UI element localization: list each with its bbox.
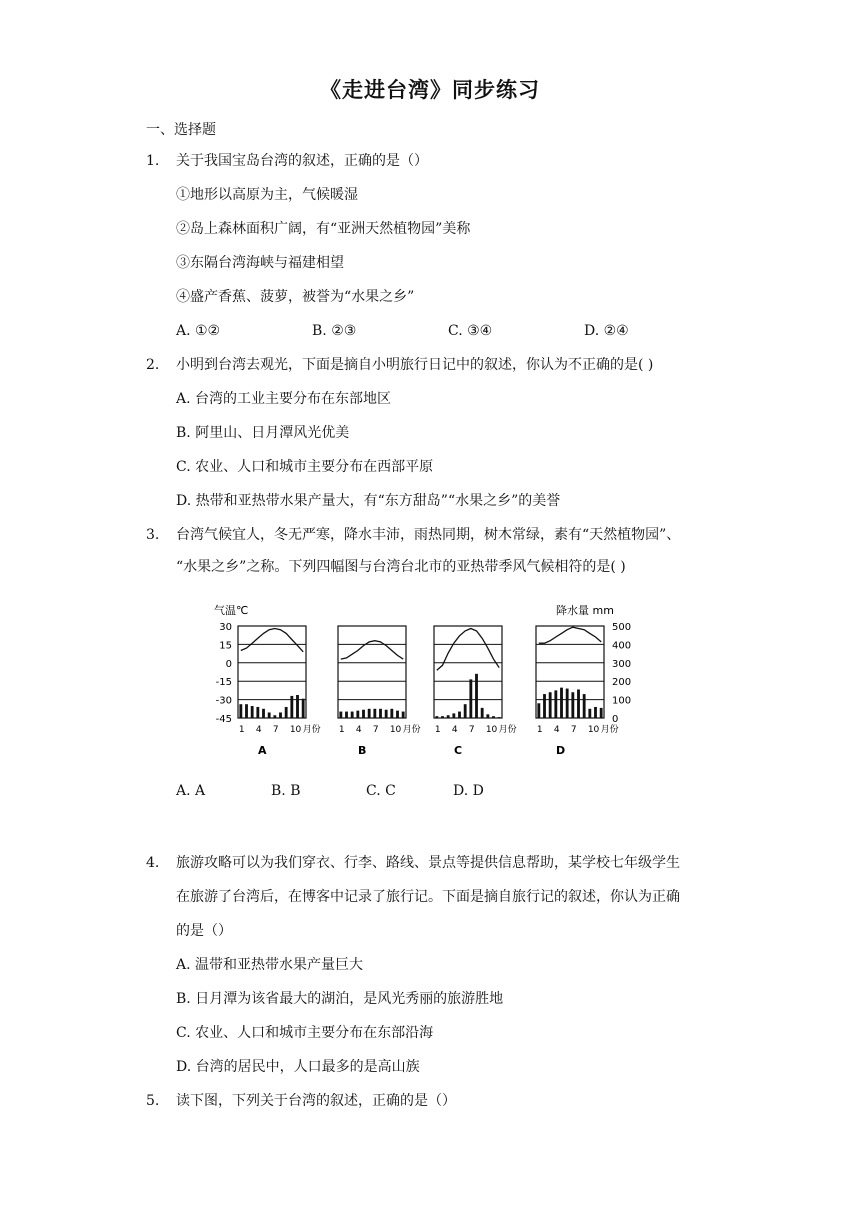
precip-bar — [245, 704, 248, 718]
panel-frame — [338, 626, 406, 718]
right-axis-label: 降水量 mm — [556, 604, 614, 617]
precip-bar — [402, 712, 405, 718]
precip-bar — [475, 674, 478, 718]
q1-stem: 关于我国宝岛台湾的叙述，正确的是（） — [176, 153, 428, 169]
precip-bar — [469, 679, 472, 718]
precip-bar — [262, 709, 265, 718]
section-heading: 一、选择题 — [146, 122, 216, 138]
precip-bar — [554, 690, 557, 718]
left-tick-label: -15 — [215, 677, 232, 689]
precip-bar — [373, 709, 376, 718]
precip-bar — [458, 712, 461, 718]
climate-charts — [200, 598, 640, 768]
q1-item: ③东隔台湾海峡与福建相望 — [176, 255, 344, 271]
q4-option-a[interactable]: A. 温带和亚热带水果产量巨大 — [176, 957, 364, 973]
precip-bar — [290, 696, 293, 718]
precip-bar — [362, 710, 365, 718]
q2-option-b[interactable]: B. 阿里山、日月潭风光优美 — [176, 425, 350, 441]
precip-bar — [492, 716, 495, 718]
q5-number: 5. — [146, 1093, 160, 1109]
q4-option-b[interactable]: B. 日月潭为该省最大的湖泊，是风光秀丽的旅游胜地 — [176, 991, 504, 1007]
x-tick-label: 1 — [338, 725, 345, 735]
q1-number: 1. — [146, 153, 160, 169]
x-tick-label: 7 — [570, 725, 577, 735]
precip-bar — [345, 712, 348, 718]
precip-bar — [279, 712, 282, 718]
left-tick-label: 15 — [219, 640, 232, 652]
q2-stem: 小明到台湾去观光，下面是摘自小明旅行日记中的叙述，你认为不正确的是( ) — [176, 357, 654, 373]
panel-label: C — [454, 744, 463, 757]
left-axis-label: 气温℃ — [214, 604, 249, 617]
precip-bar — [435, 716, 438, 718]
precip-bar — [285, 707, 288, 718]
q2-option-a[interactable]: A. 台湾的工业主要分布在东部地区 — [176, 391, 392, 407]
right-tick-label: 200 — [612, 677, 632, 689]
left-tick-label: 0 — [225, 658, 232, 670]
right-tick-label: 500 — [612, 622, 632, 633]
precip-bar — [356, 711, 359, 718]
q4-option-c[interactable]: C. 农业、人口和城市主要分布在东部沿海 — [176, 1025, 434, 1041]
q4-stem-line: 的是（） — [176, 923, 232, 939]
q1-option-c[interactable]: C. ③④ — [448, 323, 493, 339]
x-tick-label: 1 — [434, 725, 441, 735]
precip-bar — [594, 707, 597, 718]
q2-number: 2. — [146, 357, 160, 373]
x-tick-label: 7 — [372, 725, 379, 735]
left-tick-label: 30 — [219, 622, 232, 633]
precip-bar — [481, 708, 484, 718]
x-tick-label: 4 — [255, 725, 262, 735]
q1-option-a[interactable]: A. ①② — [176, 323, 221, 339]
panel-frame — [434, 626, 502, 718]
temperature-line — [241, 629, 303, 652]
precip-bar — [441, 716, 444, 718]
precip-bar — [486, 714, 489, 718]
precip-bar — [566, 689, 569, 718]
right-tick-label: 400 — [612, 640, 632, 652]
q1-option-b[interactable]: B. ②③ — [312, 323, 357, 339]
precip-bar — [296, 695, 299, 718]
x-tick-label: 10 — [289, 725, 302, 735]
x-tick-label: 10 — [389, 725, 402, 735]
q1-item: ①地形以高原为主，气候暖湿 — [176, 187, 358, 203]
q3-stem-line: “水果之乡”之称。下列四幅图与台湾台北市的亚热带季风气候相符的是( ) — [176, 559, 626, 575]
precip-bar — [256, 707, 259, 718]
x-tick-label: 月份 — [498, 725, 517, 735]
right-tick-label: 0 — [612, 714, 619, 725]
precip-bar — [302, 699, 305, 718]
panel-label: A — [258, 744, 267, 757]
x-tick-label: 月份 — [600, 725, 619, 735]
q5-stem: 读下图，下列关于台湾的叙述，正确的是（） — [176, 1093, 456, 1109]
x-tick-label: 月份 — [302, 725, 321, 735]
right-tick-label: 100 — [612, 695, 632, 707]
x-tick-label: 4 — [451, 725, 458, 735]
panel-label: D — [556, 744, 566, 757]
left-tick-label: -30 — [215, 695, 232, 707]
q4-number: 4. — [146, 855, 160, 871]
q3-option-b[interactable]: B. B — [271, 783, 301, 799]
q3-option-c[interactable]: C. C — [366, 783, 396, 799]
precip-bar — [368, 709, 371, 718]
page-title: 《走进台湾》同步练习 — [320, 77, 540, 102]
precip-bar — [396, 711, 399, 718]
precip-bar — [452, 713, 455, 718]
precip-bar — [600, 708, 603, 718]
precip-bar — [549, 692, 552, 718]
right-tick-label: 300 — [612, 658, 632, 670]
precip-bar — [583, 694, 586, 718]
q3-stem-line: 台湾气候宜人，冬无严寒，降水丰沛，雨热同期，树木常绿，素有“天然植物园”、 — [176, 527, 681, 543]
precip-bar — [571, 692, 574, 718]
precip-bar — [447, 715, 450, 718]
q2-option-c[interactable]: C. 农业、人口和城市主要分布在西部平原 — [176, 459, 434, 475]
q3-option-a[interactable]: A. A — [176, 783, 206, 799]
precip-bar — [239, 704, 242, 718]
precip-bar — [268, 712, 271, 718]
temperature-line — [539, 627, 601, 643]
precip-bar — [385, 710, 388, 718]
precip-bar — [390, 709, 393, 718]
x-tick-label: 4 — [553, 725, 560, 735]
q4-stem-line: 旅游攻略可以为我们穿衣、行李、路线、景点等提供信息帮助，某学校七年级学生 — [176, 855, 680, 871]
precip-bar — [339, 712, 342, 718]
precip-bar — [251, 706, 254, 718]
q3-number: 3. — [146, 527, 160, 543]
q1-item: ②岛上森林面积广阔，有“亚洲天然植物园”美称 — [176, 221, 471, 237]
q2-option-d[interactable]: D. 热带和亚热带水果产量大，有“东方甜岛”“水果之乡”的美誉 — [176, 493, 561, 509]
precip-bar — [543, 694, 546, 718]
q4-stem-line: 在旅游了台湾后，在博客中记录了旅行记。下面是摘自旅行记的叙述，你认为正确 — [176, 889, 680, 905]
x-tick-label: 10 — [485, 725, 498, 735]
panel-frame — [238, 626, 306, 718]
left-tick-label: -45 — [215, 714, 232, 725]
x-tick-label: 1 — [238, 725, 245, 735]
x-tick-label: 1 — [536, 725, 543, 735]
precip-bar — [351, 712, 354, 718]
q1-item: ④盛产香蕉、菠萝，被誉为“水果之乡” — [176, 289, 415, 305]
x-tick-label: 10 — [587, 725, 600, 735]
temperature-line — [341, 641, 403, 659]
precip-bar — [464, 704, 467, 718]
precip-bar — [577, 689, 580, 718]
q3-option-d[interactable]: D. D — [453, 783, 484, 799]
x-tick-label: 7 — [468, 725, 475, 735]
precip-bar — [537, 703, 540, 718]
precip-bar — [588, 709, 591, 718]
panel-label: B — [358, 744, 367, 757]
precip-bar — [560, 688, 563, 718]
precip-bar — [273, 715, 276, 718]
x-tick-label: 7 — [272, 725, 279, 735]
q4-option-d[interactable]: D. 台湾的居民中，人口最多的是高山族 — [176, 1059, 420, 1075]
precip-bar — [498, 717, 501, 718]
panel-frame — [536, 626, 604, 718]
q1-option-d[interactable]: D. ②④ — [584, 323, 629, 339]
x-tick-label: 4 — [355, 725, 362, 735]
x-tick-label: 月份 — [402, 725, 421, 735]
temperature-line — [437, 629, 499, 671]
precip-bar — [379, 709, 382, 718]
